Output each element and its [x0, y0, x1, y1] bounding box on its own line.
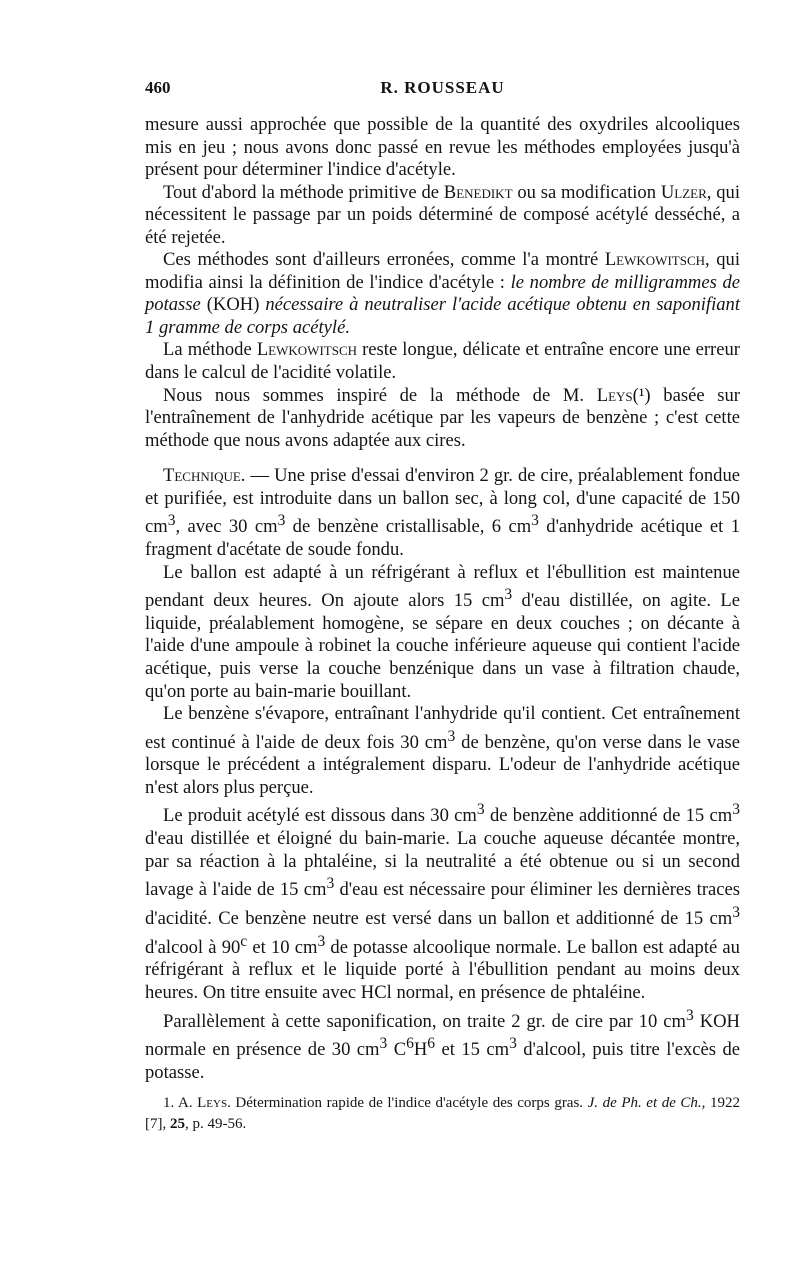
p6-superscript-2: 3: [277, 512, 286, 530]
p9-superscript-4: 3: [732, 903, 740, 921]
p6-text-d: d'anhydride acétique et 1 fragment d'acétate de soude fondu.: [145, 516, 740, 561]
p10-text-a: Parallèlement à cette saponification, on traite 2 gr. de cire par 10 cm: [163, 1010, 686, 1032]
paragraph-10: [145, 1005, 740, 1085]
p10-superscript-2: 3: [379, 1035, 388, 1053]
p9-text-a: Le produit acétylé est dissous dans 30 cm: [163, 805, 477, 827]
paragraph-2: [145, 182, 740, 250]
p7-superscript-1: 3: [504, 586, 513, 604]
paragraph-1: [145, 114, 740, 182]
page-number: 460: [145, 78, 171, 97]
p6-superscript-3: 3: [531, 512, 539, 530]
p8-superscript-1: 3: [447, 727, 456, 745]
p2-text-a: Tout d'abord la méthode primitive de: [163, 181, 444, 203]
footnote-journal: J. de Ph. et de Ch.: [587, 1095, 702, 1111]
paragraph-8: [145, 703, 740, 799]
author-name-lewkowitsch-2: Lewkowitsch: [256, 339, 358, 361]
p4-text-b: reste longue, délicate et entraîne encore une erreur dans le calcul de l'acidité volatile.: [145, 339, 740, 384]
running-title: R. ROUSSEAU: [380, 78, 505, 97]
author-name-leys: Leys: [596, 384, 633, 406]
p8-text-a: Le benzène s'évapore, entraînant l'anhydride qu'il contient. Cet entraînement est continué à l'aide de deux fois 30 cm: [145, 703, 740, 753]
p6-text-a: — Une prise d'essai d'environ 2 gr. de cire, préalablement fondue et purifiée, est introduite dans un ballon sec, à long col, d'une capacité de 150 cm: [145, 465, 740, 538]
footnote-text-a: 1. A.: [163, 1095, 198, 1111]
footnote-author: Leys: [197, 1095, 228, 1111]
p9-superscript-5: c: [240, 932, 248, 950]
p3-text-a: Ces méthodes sont d'ailleurs erronées, comme l'a montré: [163, 249, 605, 271]
p9-text-e: d'alcool à 90: [145, 936, 241, 958]
author-name-lewkowitsch: Lewkowitsch: [604, 249, 706, 271]
p2-text-c: , qui nécessitent le passage par un poids déterminé de composé acétylé desséché, a été rejetée.: [145, 181, 740, 248]
p3-text-c: (KOH): [200, 294, 266, 316]
p10-text-c: C: [387, 1039, 407, 1061]
definition-italic-2: nécessaire à neutraliser l'acide acétique obtenu en saponifiant 1 gramme de corps acétylé.: [145, 294, 741, 338]
paragraph-9: [145, 799, 740, 1004]
running-header: [145, 78, 740, 102]
p2-text-b: ou sa modification: [512, 181, 661, 203]
p10-superscript-1: 3: [685, 1006, 694, 1024]
footnote-volume: 25: [170, 1116, 185, 1132]
author-name-ulzer: Ulzer: [660, 181, 707, 203]
footnote-1: [145, 1093, 740, 1135]
author-name-benedikt: Benedikt: [443, 181, 513, 203]
p1-text: mesure aussi approchée que possible de la quantité des oxydriles alcooliques mis en jeu ; nous avons donc passé en revue les méthodes employées jusqu'à présent pour déterminer l'indice d'acétyle.: [145, 114, 740, 181]
p3-text-b: , qui modifia ainsi la définition de l'indice d'acétyle :: [145, 249, 740, 293]
p8-text-b: de benzène, qu'on verse dans le vase lorsque le précédent a intégralement disparu. L'odeur de l'anhydride acétique n'est alors plus perçue.: [145, 731, 740, 798]
p4-text-a: La méthode: [163, 339, 257, 361]
footnote: [145, 1093, 740, 1135]
p10-text-e: et 15 cm: [435, 1039, 510, 1061]
p5-text-b: basée sur l'entraînement de l'anhydride acétique par les vapeurs de benzène ; c'est cette méthode que nous avons adaptée aux cires.: [145, 384, 740, 451]
paragraph-7: [145, 562, 740, 703]
definition-italic-1: le nombre de milligrammes de potasse: [145, 271, 740, 316]
p10-superscript-4: 6: [427, 1035, 436, 1053]
body-text: [145, 114, 740, 1085]
p10-superscript-5: 3: [509, 1035, 517, 1053]
p9-superscript-2: 3: [732, 801, 740, 819]
p9-superscript-1: 3: [476, 801, 485, 819]
paragraph-3: [145, 249, 740, 339]
p9-text-c: d'eau distillée et éloigné du bain-marie. La couche aqueuse décantée montre, par sa réaction à la phtaléine, si la neutralité a été obtenue ou si un second lavage à l'aide de 15 cm: [145, 828, 740, 901]
p9-superscript-3: 3: [326, 875, 335, 893]
section-lead-technique: Technique.: [163, 465, 246, 487]
p6-text-b: , avec 30 cm: [175, 516, 278, 538]
p7-text-b: d'eau distillée, on agite. Le liquide, préalablement homogène, se sépare en deux couches ; on décante à l'aide d'une ampoule à robinet la couche inférieure aqueuse qui contient l'acide acétique, puis verse la couche benzénique dans un vase à filtration chaude, qu'on porte au bain-marie bouillant.: [145, 590, 741, 702]
p10-text-f: d'alcool, puis titre l'excès de potasse.: [145, 1039, 740, 1084]
p9-superscript-6: 3: [317, 932, 326, 950]
p7-text-a: Le ballon est adapté à un réfrigérant à reflux et l'ébullition est maintenue pendant deux heures. On ajoute alors 15 cm: [145, 561, 740, 612]
paragraph-4: [145, 339, 740, 384]
p10-superscript-3: 6: [406, 1035, 414, 1053]
footnote-text-c: , 1922 [7],: [145, 1095, 740, 1132]
p6-superscript-1: 3: [167, 512, 176, 530]
p9-text-d: d'eau est nécessaire pour éliminer les dernières traces d'acidité. Ce benzène neutre est versé dans un ballon et additionné de 15 cm: [145, 879, 741, 930]
paragraph-technique: [145, 465, 740, 561]
p9-text-f: et 10 cm: [247, 936, 318, 958]
p9-text-b: de benzène additionné de 15 cm: [484, 805, 733, 827]
footnote-text-d: , p. 49-56.: [185, 1116, 247, 1132]
p6-text-c: de benzène cristallisable, 6 cm: [285, 516, 532, 538]
paragraph-5: [145, 385, 740, 453]
p10-text-b: KOH normale en présence de 30 cm: [145, 1010, 740, 1061]
footnote-reference: (¹): [632, 384, 651, 406]
footnote-text-b: . Détermination rapide de l'indice d'acétyle des corps gras.: [227, 1095, 588, 1111]
p5-text-a: Nous nous sommes inspiré de la méthode de M.: [163, 384, 597, 406]
p10-text-d: H: [413, 1039, 428, 1061]
p9-text-g: de potasse alcoolique normale. Le ballon est adapté au réfrigérant à reflux et le liquide porté à l'ébullition pendant au moins deux heures. On titre ensuite avec HCl normal, en présence de phtaléine.: [145, 936, 740, 1003]
